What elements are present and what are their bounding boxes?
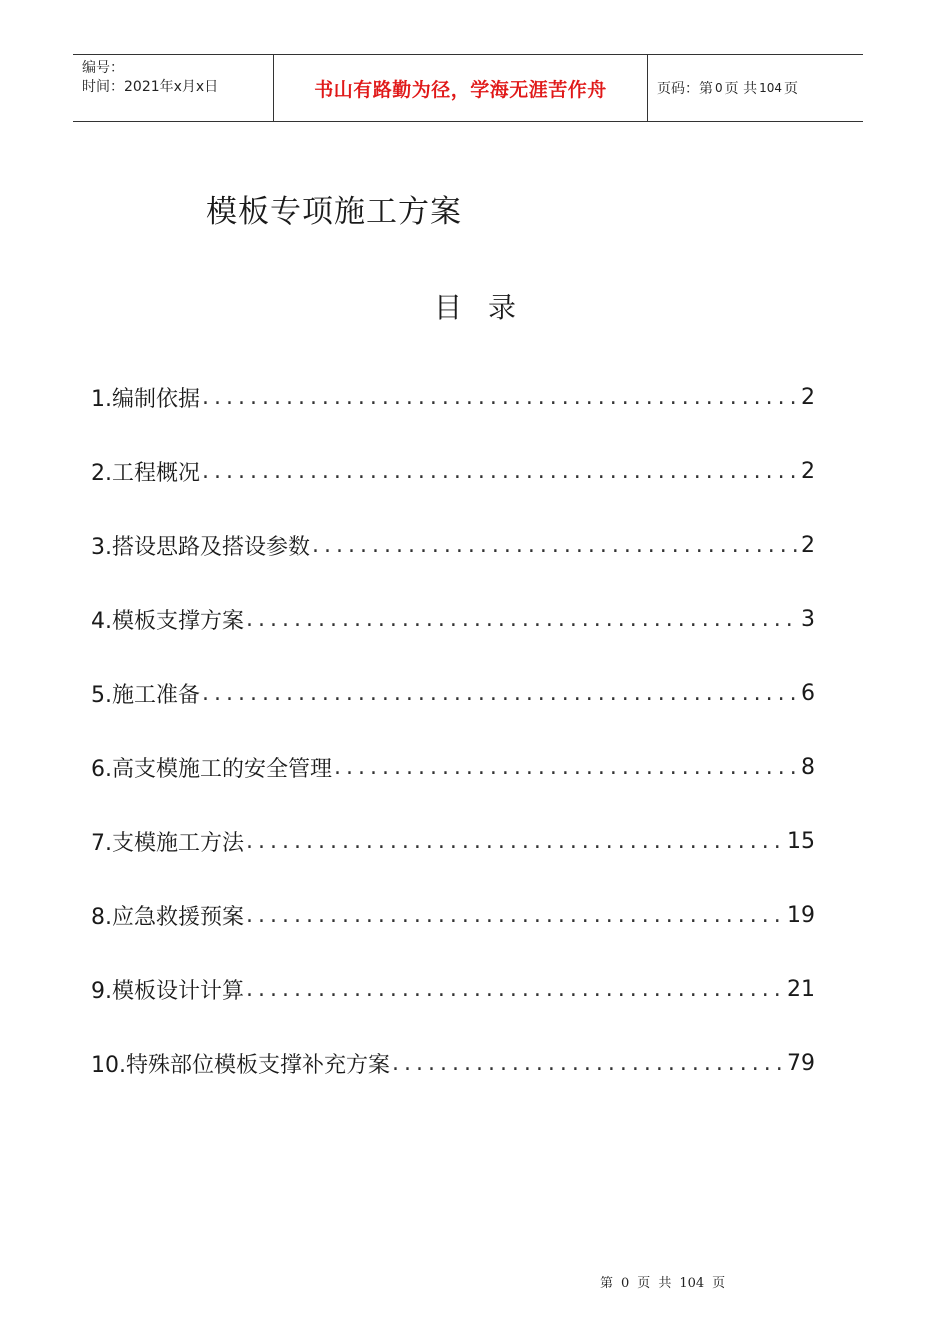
- toc-entry-page: 79: [787, 1050, 815, 1076]
- toc-entry[interactable]: [91, 804, 815, 878]
- toc-entry-title: 6.高支模施工的安全管理: [91, 756, 332, 782]
- page-mid: 页 共: [724, 81, 758, 97]
- toc-entry-title: 9.模板设计计算: [91, 978, 244, 1004]
- toc-heading: 目录: [433, 291, 542, 324]
- toc-entry[interactable]: [91, 1026, 815, 1100]
- toc-leader-dots: [202, 385, 799, 410]
- page-current: 0: [715, 81, 723, 95]
- header-motto: 书山有路勤为径，学海无涯苦作舟: [314, 78, 607, 101]
- toc-leader-dots: [246, 607, 799, 632]
- toc-entry[interactable]: [91, 656, 815, 730]
- footer-page-total: 104: [679, 1276, 705, 1291]
- document-title: 模板专项施工方案: [206, 194, 462, 230]
- toc-leader-dots: [246, 903, 785, 928]
- header-page-info: [648, 55, 863, 121]
- toc-entry[interactable]: [91, 878, 815, 952]
- footer-di: 第: [600, 1276, 614, 1291]
- toc-entry-title: 5.施工准备: [91, 682, 200, 708]
- toc-entry-page: 8: [801, 754, 815, 780]
- toc-entry-page: 15: [787, 828, 815, 854]
- footer-ye-end: 页: [712, 1276, 726, 1291]
- toc-entry-title: 8.应急救援预案: [91, 904, 244, 930]
- footer-ye: 页: [637, 1276, 651, 1291]
- header-meta: [73, 55, 274, 121]
- toc-entry[interactable]: [91, 360, 815, 434]
- toc-entry-title: 3.搭设思路及搭设参数: [91, 534, 310, 560]
- toc-entry-page: 2: [801, 532, 815, 558]
- toc-leader-dots: [202, 681, 799, 706]
- toc-leader-dots: [246, 977, 785, 1002]
- toc-entry-page: 2: [801, 458, 815, 484]
- toc-entry-page: 21: [787, 976, 815, 1002]
- toc-entry-title: 4.模板支撑方案: [91, 608, 244, 634]
- document-number-label: 编号：: [82, 60, 124, 76]
- header-motto-cell: [274, 55, 648, 121]
- toc-entry-page: 3: [801, 606, 815, 632]
- page-header: [73, 54, 863, 122]
- toc-entry-page: 19: [787, 902, 815, 928]
- toc-entry-page: 6: [801, 680, 815, 706]
- toc-entry[interactable]: [91, 952, 815, 1026]
- toc-leader-dots: [392, 1051, 785, 1076]
- toc-entry-title: 1.编制依据: [91, 386, 200, 412]
- toc-entry[interactable]: [91, 730, 815, 804]
- table-of-contents: [91, 360, 815, 1100]
- footer-page-current: 0: [621, 1276, 630, 1291]
- toc-entry-title: 2.工程概况: [91, 460, 200, 486]
- toc-entry[interactable]: [91, 434, 815, 508]
- page-prefix: 页码：第: [657, 81, 713, 97]
- toc-leader-dots: [312, 533, 799, 558]
- page-suffix: 页: [784, 81, 798, 97]
- page-footer: [600, 1272, 733, 1291]
- toc-leader-dots: [334, 755, 799, 780]
- page-total: 104: [759, 81, 782, 95]
- toc-entry[interactable]: [91, 508, 815, 582]
- toc-leader-dots: [246, 829, 785, 854]
- toc-entry[interactable]: [91, 582, 815, 656]
- toc-leader-dots: [202, 459, 799, 484]
- toc-entry-title: 10.特殊部位模板支撑补充方案: [91, 1052, 390, 1078]
- document-time: 时间：2021年x月x日: [82, 79, 219, 95]
- toc-entry-title: 7.支模施工方法: [91, 830, 244, 856]
- toc-entry-page: 2: [801, 384, 815, 410]
- footer-gong: 共: [658, 1276, 672, 1291]
